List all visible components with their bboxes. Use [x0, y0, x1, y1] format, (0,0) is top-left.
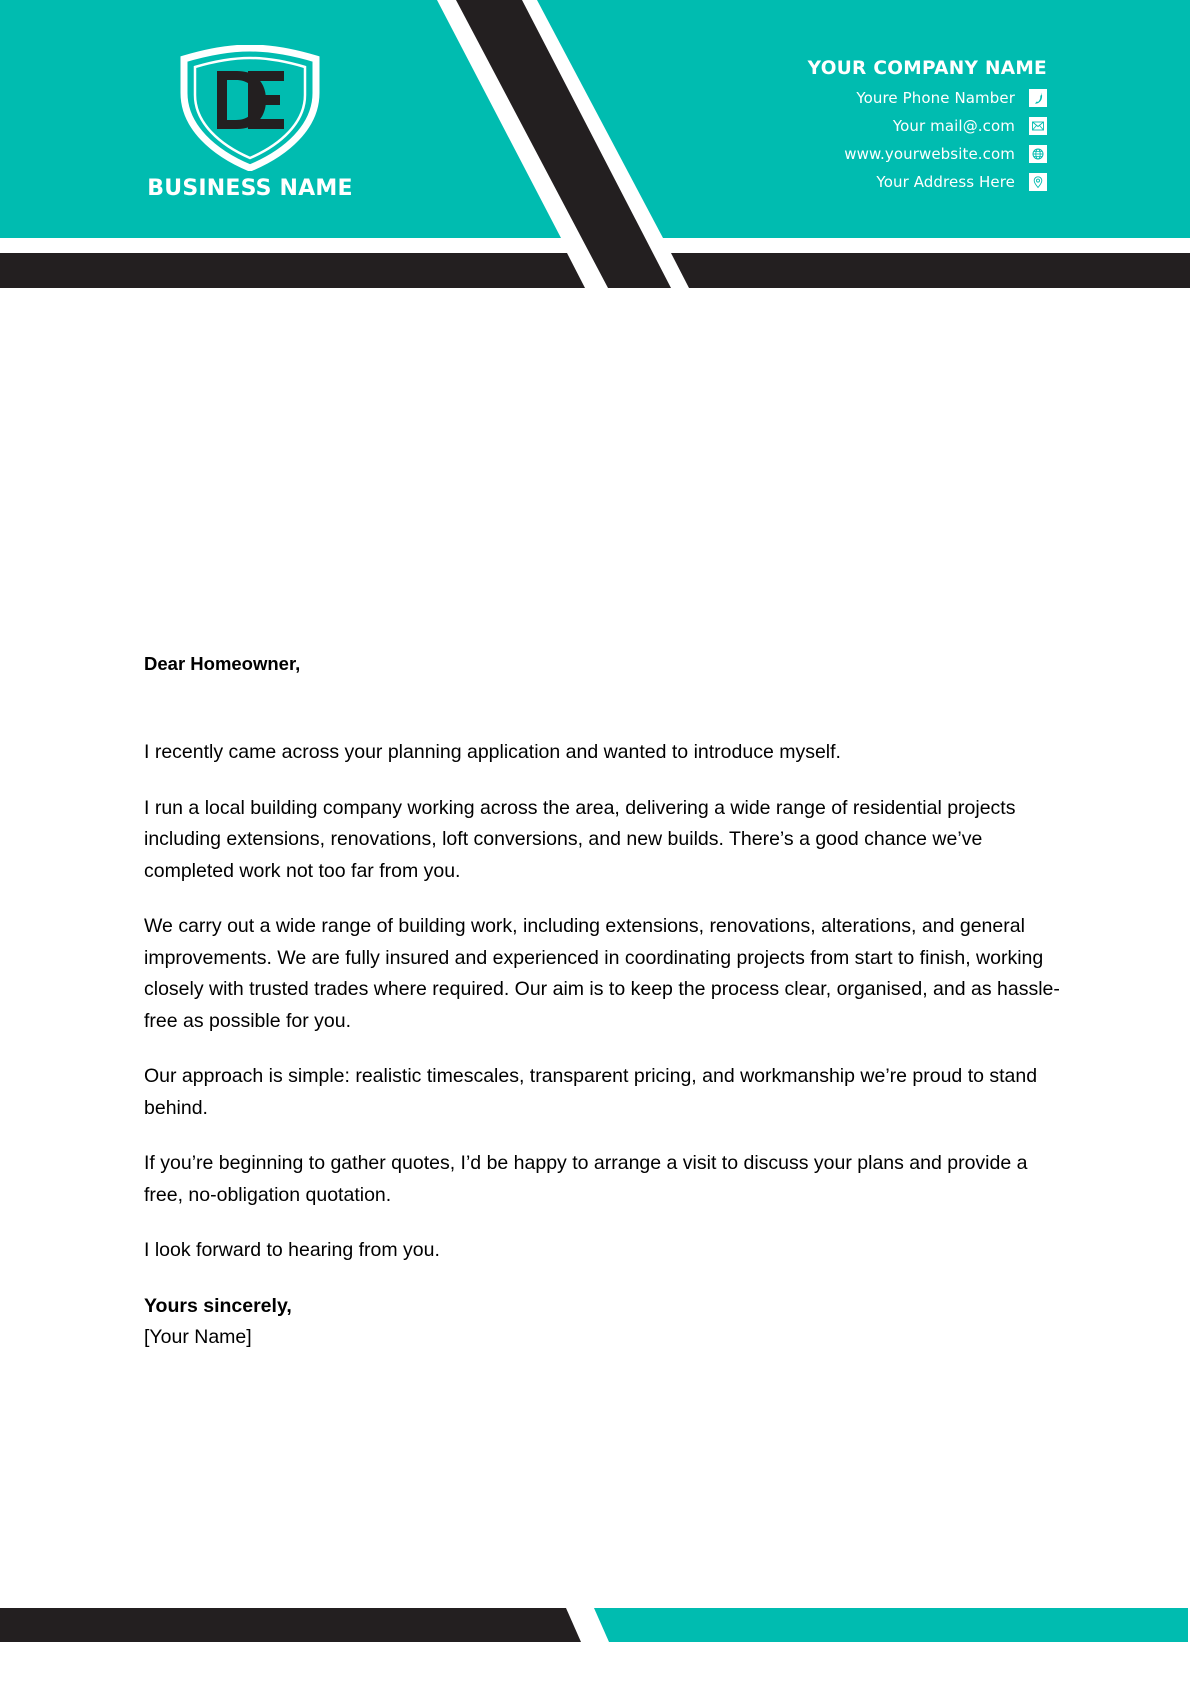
letter-paragraph: If you’re beginning to gather quotes, I’d be happy to arrange a visit to discuss your plans and provide a free, no-obligation quotation. — [144, 1152, 1028, 1206]
salutation: Dear Homeowner, — [144, 653, 301, 674]
business-logo — [140, 45, 360, 215]
contact-row-website — [687, 140, 1047, 168]
footer-dark-band — [0, 1608, 581, 1642]
contact-row-phone — [687, 84, 1047, 112]
website-url: www.yourwebsite.com — [844, 145, 1015, 163]
phone-icon — [1029, 89, 1047, 107]
header-right-dark-band — [671, 253, 1190, 288]
letter-paragraph: Our approach is simple: realistic timescales, transparent pricing, and workmanship we’re proud to stand behind. — [144, 1065, 1038, 1119]
location-pin-icon — [1029, 173, 1047, 191]
contact-row-address — [687, 168, 1047, 196]
letter-paragraph: I recently came across your planning application and wanted to introduce myself. — [144, 741, 841, 763]
globe-icon — [1029, 145, 1047, 163]
email-address: Your mail@.com — [892, 117, 1015, 135]
letter-paragraph: I run a local building company working across the area, delivering a wide range of residential projects including extensions, renovations, loft conversions, and new builds. There’s a good chance we’ve completed work not too far from you. — [144, 796, 1016, 882]
letter-body — [144, 648, 1064, 1354]
closing-line: Yours sincerely, — [144, 1294, 292, 1317]
signature-name: [Your Name] — [144, 1326, 252, 1348]
postal-address: Your Address Here — [876, 173, 1015, 191]
mail-icon — [1029, 117, 1047, 135]
letter-paragraph: I look forward to hearing from you. — [144, 1239, 440, 1261]
business-name: BUSINESS NAME — [147, 176, 353, 201]
letter-paragraph: We carry out a wide range of building work, including extensions, renovations, alterations, and general improvements. We are fully insured and experienced in coordinating projects from start to finish, working closely with trusted trades where required. Our aim is to keep the process clear, organised, and as hassle-free as possible for you. — [144, 915, 1060, 1032]
footer-teal-band — [594, 1608, 1188, 1642]
company-contact-block — [687, 56, 1047, 196]
footer-graphic — [0, 1600, 1190, 1650]
header-left-dark-band — [0, 253, 585, 288]
shield-logo-icon — [178, 45, 322, 171]
phone-number: Youre Phone Namber — [856, 89, 1015, 107]
company-name: YOUR COMPANY NAME — [807, 58, 1047, 79]
contact-row-email — [687, 112, 1047, 140]
